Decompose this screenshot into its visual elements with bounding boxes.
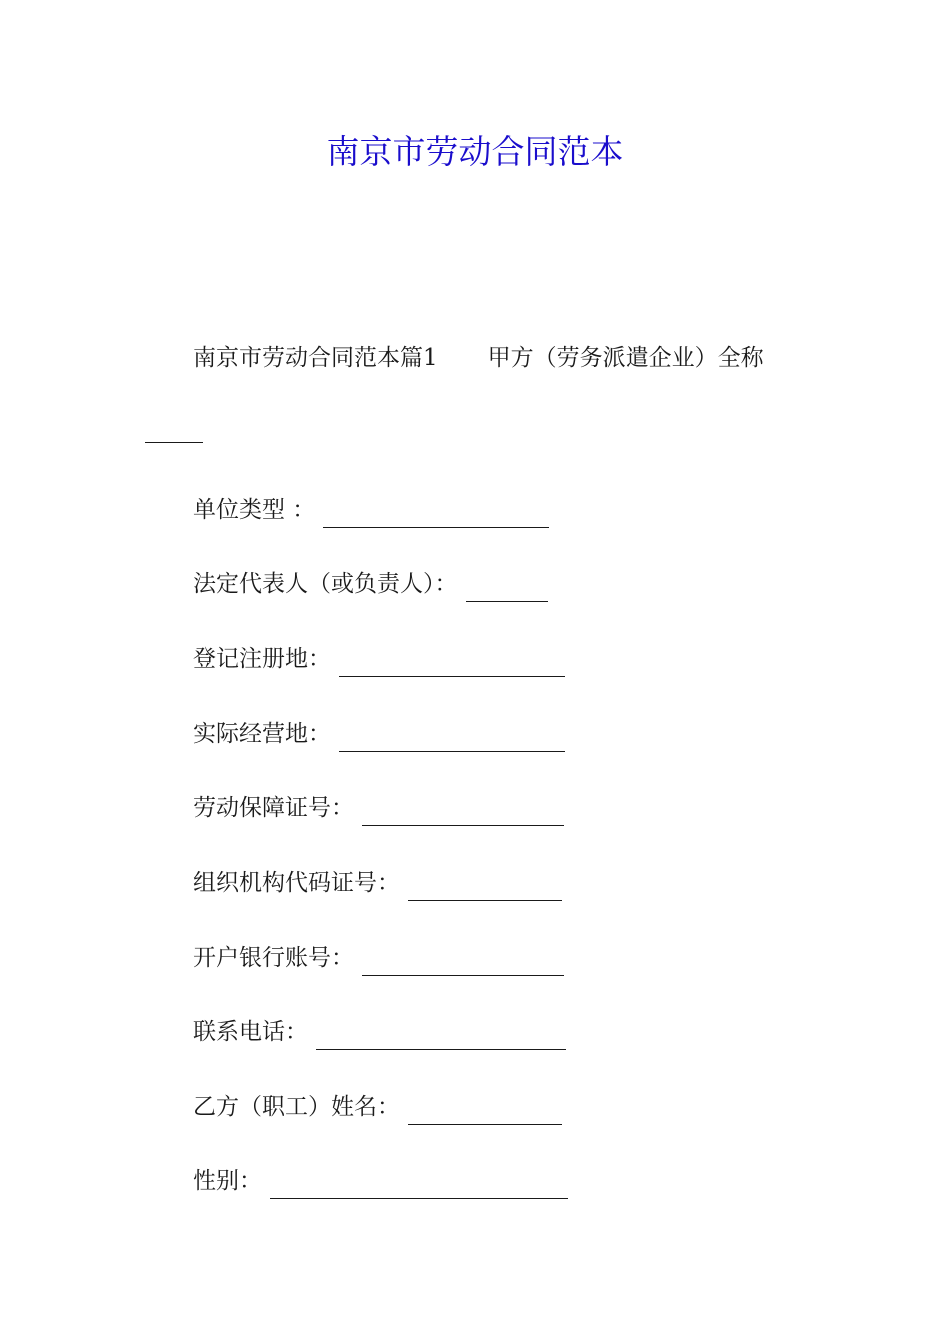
field-unit-type	[193, 492, 549, 528]
field-employee-name	[193, 1089, 562, 1125]
field-label: 乙方（职工）姓名：	[193, 1094, 400, 1120]
field-blank[interactable]	[408, 1100, 562, 1125]
field-blank[interactable]	[270, 1174, 568, 1199]
field-blank[interactable]	[339, 727, 565, 752]
field-blank[interactable]	[323, 503, 549, 528]
field-label: 劳动保障证号：	[193, 795, 354, 821]
intro-line	[193, 340, 764, 376]
section-heading: 南京市劳动合同范本篇1	[193, 345, 438, 371]
field-organization-code	[193, 865, 562, 901]
field-label: 登记注册地：	[193, 646, 331, 672]
field-legal-representative	[193, 566, 548, 602]
field-business-address	[193, 716, 565, 752]
field-blank[interactable]	[362, 801, 564, 826]
field-bank-account	[193, 940, 564, 976]
field-gender	[193, 1163, 568, 1199]
field-blank[interactable]	[316, 1025, 566, 1050]
field-label: 单位类型 ：	[193, 497, 316, 523]
field-blank[interactable]	[466, 577, 548, 602]
party-a-fullname-label: 甲方（劳务派遣企业）全称	[487, 345, 764, 371]
field-label: 组织机构代码证号：	[193, 870, 400, 896]
field-blank[interactable]	[362, 951, 564, 976]
field-label: 法定代表人（或负责人）：	[193, 571, 458, 597]
field-labor-certificate	[193, 790, 564, 826]
field-label: 开户银行账号：	[193, 945, 354, 971]
field-label: 联系电话：	[193, 1019, 308, 1045]
field-label: 实际经营地：	[193, 721, 331, 747]
field-registered-address	[193, 641, 565, 677]
field-blank[interactable]	[339, 652, 565, 677]
field-phone	[193, 1014, 566, 1050]
document-title: 南京市劳动合同范本	[326, 132, 624, 171]
field-label: 性别：	[193, 1168, 262, 1194]
party-a-fullname-blank[interactable]	[145, 442, 203, 443]
field-blank[interactable]	[408, 876, 562, 901]
